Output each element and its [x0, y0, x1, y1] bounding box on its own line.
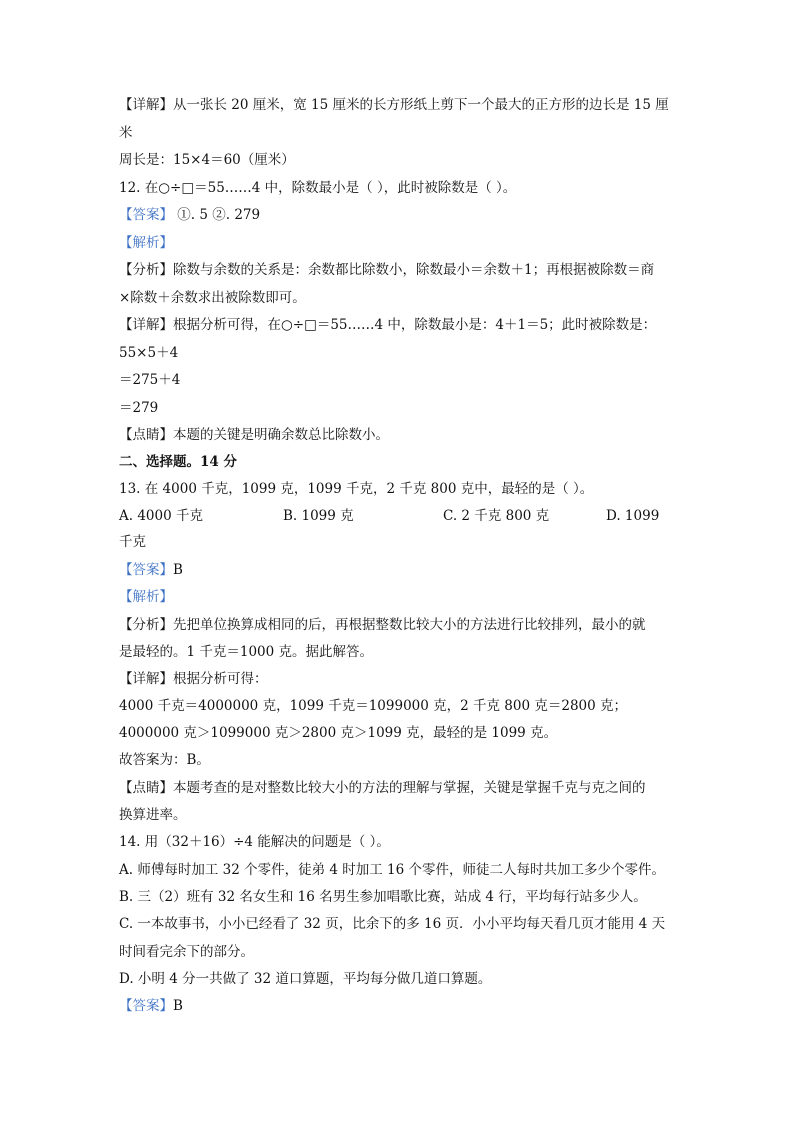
answer-line-13: 【答案】B: [119, 562, 183, 578]
line-text: 换算进率。: [119, 807, 187, 823]
line-text: 4000000 克＞1099000 克＞2800 克＞1099 克，最轻的是 1099 克。: [119, 725, 558, 741]
line-text: 故答案为：B。: [119, 752, 210, 768]
q14-option-d: D. 小明 4 分一共做了 32 道口算题，平均每分做几道口算题。: [119, 971, 492, 987]
tag-answer: 【答案】: [119, 998, 173, 1014]
line-detail-1: 【详解】从一张长 20 厘米，宽 15 厘米的长方形纸上剪下一个最大的正方形的边长是 15 厘: [119, 97, 669, 113]
tag-fenxi: 【分析】: [119, 262, 173, 278]
question-12: 12. 在○÷□＝55……4 中，除数最小是（ ），此时被除数是（ ）。: [119, 180, 517, 196]
fenxi-line-13: 【分析】先把单位换算成相同的后，再根据整数比较大小的方法进行比较排列，最小的就: [119, 617, 646, 633]
section-heading: 二、选择题。14 分: [119, 454, 237, 470]
answer-line-12: 【答案】 ①. 5 ②. 279: [119, 207, 261, 223]
tag-detail: 【详解】: [119, 97, 173, 113]
analysis-line-12: [119, 234, 173, 252]
q14-option-a: A. 师傅每时加工 32 个零件，徒弟 4 时加工 16 个零件，师徒二人每时共加工多少个零件。: [119, 862, 666, 878]
question-14: 14. 用（32＋16）÷4 能解决的问题是（ ）。: [119, 834, 390, 850]
analysis-line-13: [119, 588, 173, 606]
q13-option-c: C. 2 千克 800 克: [443, 508, 550, 524]
answer-line-14: 【答案】B: [119, 998, 183, 1014]
line-text: 米: [119, 125, 133, 141]
fenxi-line-12: 【分析】除数与余数的关系是：余数都比除数小，除数最小＝余数＋1；再根据被除数＝商: [119, 262, 655, 278]
line-text: 是最轻的。1 千克＝1000 克。据此解答。: [119, 644, 374, 660]
tag-dianjing: 【点睛】: [119, 780, 173, 796]
line-text: 55×5＋4: [119, 345, 179, 361]
detail-line-12: 【详解】根据分析可得，在○÷□＝55……4 中，除数最小是：4＋1＝5；此时被除数是：: [119, 317, 657, 333]
line-text: ＝275＋4: [119, 372, 181, 388]
detail-line-13: 【详解】根据分析可得：: [119, 671, 268, 687]
question-13: 13. 在 4000 千克，1099 克，1099 千克，2 千克 800 克中，最轻的是（ ）。: [119, 481, 594, 497]
q14-option-b: B. 三（2）班有 32 名女生和 16 名男生参加唱歌比赛，站成 4 行，平均每行站多少人。: [119, 889, 647, 905]
tag-analysis: 【解析】: [119, 235, 173, 251]
q14-option-c: C. 一本故事书，小小已经看了 32 页，比余下的多 16 页．小小平均每天看几页才能用 4 天: [119, 916, 666, 932]
dianjing-line-12: 【点睛】本题的关键是明确余数总比除数小。: [119, 427, 389, 443]
tag-answer: 【答案】: [119, 207, 173, 223]
q13-option-d: D. 1099: [606, 508, 660, 524]
tag-answer: 【答案】: [119, 562, 173, 578]
tag-dianjing: 【点睛】: [119, 427, 173, 443]
line-text: ×除数＋余数求出被除数即可。: [119, 290, 306, 306]
tag-analysis: 【解析】: [119, 589, 173, 605]
dianjing-line-13: 【点睛】本题考查的是对整数比较大小的方法的理解与掌握，关键是掌握千克与克之间的: [119, 780, 646, 796]
tag-detail: 【详解】: [119, 317, 173, 333]
line-text: ＝279: [119, 400, 159, 416]
line-text: 时间看完余下的部分。: [119, 944, 254, 960]
line-text: 4000 千克＝4000000 克，1099 千克＝1099000 克，2 千克 800 克＝2800 克；: [119, 698, 628, 714]
tag-detail: 【详解】: [119, 671, 173, 687]
q13-option-a: A. 4000 千克: [119, 508, 203, 524]
line-text: 千克: [119, 534, 146, 550]
line-text: 周长是：15×4＝60（厘米）: [119, 152, 295, 168]
q13-option-b: B. 1099 克: [283, 508, 354, 524]
tag-fenxi: 【分析】: [119, 617, 173, 633]
